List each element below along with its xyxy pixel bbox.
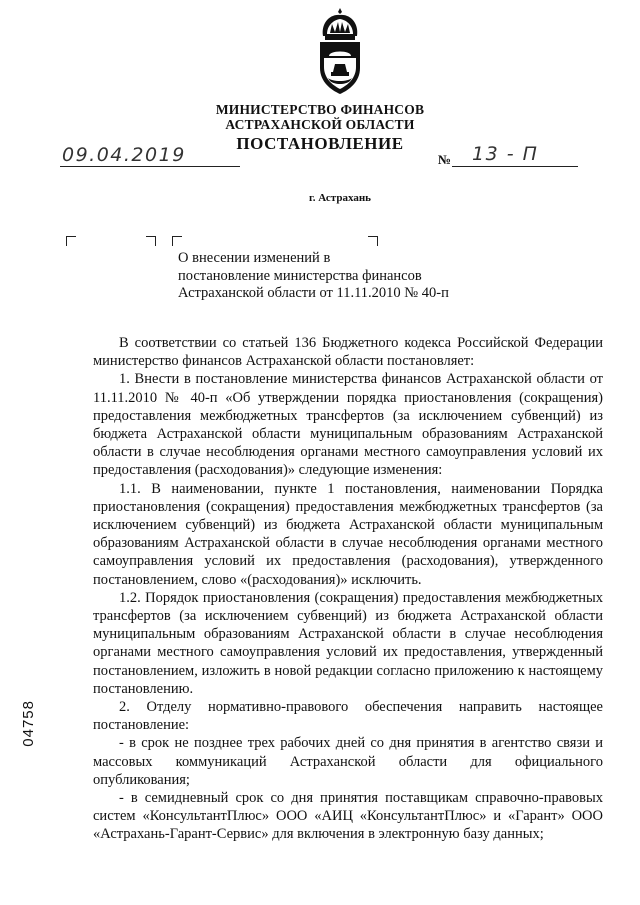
ministry-name-line-2: АСТРАХАНСКОЙ ОБЛАСТИ bbox=[225, 117, 415, 132]
document-body bbox=[93, 334, 603, 844]
document-number: 13 - П bbox=[472, 143, 539, 165]
document-date: 09.04.2019 bbox=[62, 144, 186, 166]
ministry-name-line-1: МИНИСТЕРСТВО ФИНАНСОВ bbox=[215, 102, 425, 117]
paragraph-item-2: 2. Отделу нормативно-правового обеспечения направить настоящее постановление: bbox=[93, 699, 603, 734]
city-name: г. Астрахань bbox=[309, 192, 371, 204]
bracket-top-left bbox=[66, 236, 76, 246]
subject-line-1: О внесении изменений в bbox=[178, 250, 331, 266]
bracket-top-right-left-block bbox=[146, 236, 156, 246]
subject-line-2: постановление министерства финансов bbox=[178, 267, 422, 284]
paragraph-item-2-dash-2: - в семидневный срок со дня принятия поставщикам справочно-правовых систем «КонсультантПлюс» ООО «АИЦ «КонсультантПлюс» и «Гарант» ООО «Астрахань-Гарант-Сервис» для включения в электронную базу данных; bbox=[93, 790, 603, 843]
subject-line-3: Астраханской области от 11.11.2010 № 40-п bbox=[178, 285, 449, 301]
number-underline bbox=[452, 166, 578, 167]
document-type-title: ПОСТАНОВЛЕНИЕ bbox=[236, 134, 404, 153]
date-underline bbox=[60, 166, 240, 167]
paragraph-item-1: 1. Внести в постановление министерства финансов Астраханской области от 11.11.2010 № 40-п «Об утверждении порядка приостановления (сокращения) предоставления межбюджетных трансфертов (за исключением субвенций) из бюджета Астраханской области муниципальным образованиям Астраханской области в случае несоблюдения органами местного самоуправления условий их предоставления (расходования)» следующие изменения: bbox=[93, 371, 603, 479]
coat-of-arms-emblem bbox=[315, 6, 365, 98]
paragraph-item-1-1: 1.1. В наименовании, пункте 1 постановления, наименовании Порядка приостановления (сокращения) предоставления межбюджетных трансфертов (за исключением субвенций) из бюджета Астраханской области муниципальным образованиям Астраханской области в случае несоблюдения органами местного самоуправления условий их предоставления (расходования), утвержденного постановлением, слово «(расходования)» исключить. bbox=[93, 480, 603, 588]
paragraph-preamble: В соответствии со статьей 136 Бюджетного кодекса Российской Федерации министерство финансов Астраханской области постановляет: bbox=[93, 335, 603, 370]
paragraph-item-2-dash-1: - в срок не позднее трех рабочих дней со дня принятия в агентство связи и массовых коммуникаций Астраханской области для официального опубликования; bbox=[93, 735, 603, 788]
bracket-top-left-right-block bbox=[172, 236, 182, 246]
margin-stamp-number: 04758 bbox=[20, 700, 37, 747]
paragraph-item-1-2: 1.2. Порядок приостановления (сокращения) предоставления межбюджетных трансфертов (за исключением субвенций) из бюджета Астраханской области муниципальным образованиям Астраханской области в случае несоблюдения органами местного самоуправления условий их предоставления, утвержденный постановлением, изложить в новой редакции согласно приложению к настоящему постановлению. bbox=[93, 589, 603, 697]
bracket-top-right bbox=[368, 236, 378, 246]
number-sign: № bbox=[438, 152, 452, 167]
document-subject bbox=[178, 250, 449, 303]
